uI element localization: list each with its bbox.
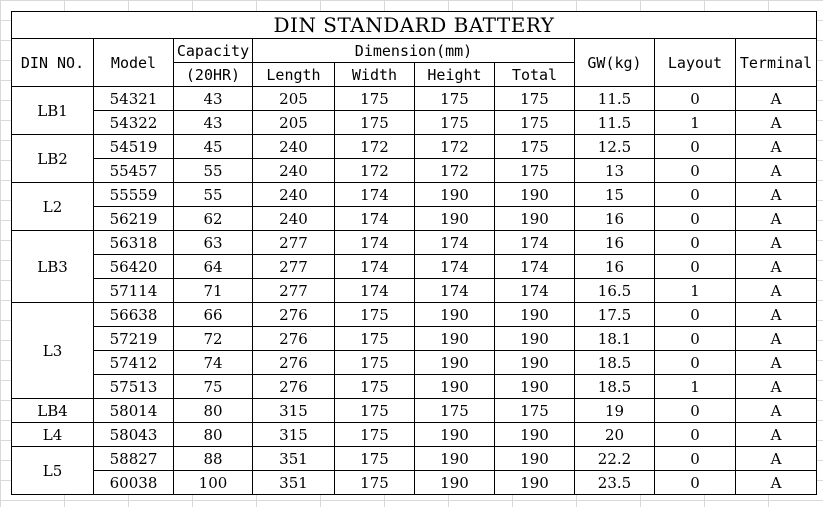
- header-din-no[interactable]: DIN NO.: [12, 39, 94, 87]
- length-cell[interactable]: 240: [253, 159, 335, 183]
- table-row: [12, 327, 817, 351]
- model-cell[interactable]: 56219: [94, 207, 174, 231]
- capacity-cell[interactable]: 62: [174, 207, 253, 231]
- table-row: [12, 279, 817, 303]
- gw-cell[interactable]: 16: [575, 255, 655, 279]
- model-cell[interactable]: 55559: [94, 183, 174, 207]
- table-row: [12, 399, 817, 423]
- capacity-cell[interactable]: 66: [174, 303, 253, 327]
- width-cell[interactable]: 174: [335, 279, 415, 303]
- model-cell[interactable]: 56318: [94, 231, 174, 255]
- header-length[interactable]: Length: [253, 63, 335, 87]
- table-row: [12, 135, 817, 159]
- total-cell[interactable]: 190: [495, 375, 575, 399]
- header-terminal[interactable]: Terminal: [736, 39, 817, 87]
- model-cell[interactable]: 57114: [94, 279, 174, 303]
- terminal-cell[interactable]: A: [736, 135, 817, 159]
- layout-cell[interactable]: 0: [655, 351, 736, 375]
- header-dimension[interactable]: Dimension(mm): [253, 39, 575, 63]
- capacity-cell[interactable]: 64: [174, 255, 253, 279]
- height-cell[interactable]: 172: [415, 159, 495, 183]
- length-cell[interactable]: 315: [253, 399, 335, 423]
- terminal-cell[interactable]: A: [736, 207, 817, 231]
- terminal-cell[interactable]: A: [736, 111, 817, 135]
- width-cell[interactable]: 175: [335, 375, 415, 399]
- layout-cell[interactable]: 0: [655, 255, 736, 279]
- length-cell[interactable]: 240: [253, 207, 335, 231]
- table-row: [12, 183, 817, 207]
- header-width[interactable]: Width: [335, 63, 415, 87]
- height-cell[interactable]: 190: [415, 375, 495, 399]
- total-cell[interactable]: 175: [495, 111, 575, 135]
- height-cell[interactable]: 190: [415, 183, 495, 207]
- table-row: [12, 351, 817, 375]
- din-no-cell[interactable]: L2: [12, 183, 94, 231]
- width-cell[interactable]: 174: [335, 207, 415, 231]
- model-cell[interactable]: 56420: [94, 255, 174, 279]
- model-cell[interactable]: 58827: [94, 447, 174, 471]
- total-cell[interactable]: 174: [495, 255, 575, 279]
- height-cell[interactable]: 190: [415, 303, 495, 327]
- terminal-cell[interactable]: A: [736, 183, 817, 207]
- table-row: [12, 471, 817, 495]
- header-capacity[interactable]: Capacity: [174, 39, 253, 63]
- gw-cell[interactable]: 18.5: [575, 375, 655, 399]
- width-cell[interactable]: 175: [335, 471, 415, 495]
- length-cell[interactable]: 205: [253, 87, 335, 111]
- capacity-cell[interactable]: 55: [174, 159, 253, 183]
- capacity-cell[interactable]: 45: [174, 135, 253, 159]
- length-cell[interactable]: 277: [253, 279, 335, 303]
- gw-cell[interactable]: 11.5: [575, 111, 655, 135]
- total-cell[interactable]: 175: [495, 87, 575, 111]
- model-cell[interactable]: 60038: [94, 471, 174, 495]
- model-cell[interactable]: 57219: [94, 327, 174, 351]
- width-cell[interactable]: 174: [335, 183, 415, 207]
- width-cell[interactable]: 174: [335, 255, 415, 279]
- capacity-cell[interactable]: 63: [174, 231, 253, 255]
- din-battery-table: [11, 11, 817, 495]
- header-gw[interactable]: GW(kg): [575, 39, 655, 87]
- width-cell[interactable]: 172: [335, 159, 415, 183]
- width-cell[interactable]: 175: [335, 423, 415, 447]
- total-cell[interactable]: 190: [495, 327, 575, 351]
- layout-cell[interactable]: 0: [655, 159, 736, 183]
- model-cell[interactable]: 54519: [94, 135, 174, 159]
- layout-cell[interactable]: 0: [655, 327, 736, 351]
- length-cell[interactable]: 351: [253, 471, 335, 495]
- terminal-cell[interactable]: A: [736, 447, 817, 471]
- model-cell[interactable]: 58043: [94, 423, 174, 447]
- gw-cell[interactable]: 23.5: [575, 471, 655, 495]
- height-cell[interactable]: 174: [415, 255, 495, 279]
- terminal-cell[interactable]: A: [736, 159, 817, 183]
- table-row: [12, 207, 817, 231]
- total-cell[interactable]: 190: [495, 423, 575, 447]
- capacity-cell[interactable]: 43: [174, 87, 253, 111]
- total-cell[interactable]: 175: [495, 399, 575, 423]
- model-cell[interactable]: 54322: [94, 111, 174, 135]
- capacity-cell[interactable]: 75: [174, 375, 253, 399]
- total-cell[interactable]: 190: [495, 207, 575, 231]
- capacity-cell[interactable]: 55: [174, 183, 253, 207]
- total-cell[interactable]: 174: [495, 279, 575, 303]
- model-cell[interactable]: 58014: [94, 399, 174, 423]
- length-cell[interactable]: 205: [253, 111, 335, 135]
- layout-cell[interactable]: 0: [655, 423, 736, 447]
- gw-cell[interactable]: 16: [575, 231, 655, 255]
- width-cell[interactable]: 175: [335, 351, 415, 375]
- gw-cell[interactable]: 16.5: [575, 279, 655, 303]
- gw-cell[interactable]: 22.2: [575, 447, 655, 471]
- total-cell[interactable]: 190: [495, 303, 575, 327]
- height-cell[interactable]: 190: [415, 351, 495, 375]
- terminal-cell[interactable]: A: [736, 87, 817, 111]
- length-cell[interactable]: 276: [253, 303, 335, 327]
- width-cell[interactable]: 175: [335, 87, 415, 111]
- table-row: [12, 255, 817, 279]
- layout-cell[interactable]: 0: [655, 447, 736, 471]
- width-cell[interactable]: 175: [335, 447, 415, 471]
- capacity-cell[interactable]: 43: [174, 111, 253, 135]
- table-row: [12, 375, 817, 399]
- din-no-cell[interactable]: LB1: [12, 87, 94, 135]
- din-no-cell[interactable]: L3: [12, 303, 94, 399]
- width-cell[interactable]: 175: [335, 303, 415, 327]
- height-cell[interactable]: 175: [415, 87, 495, 111]
- length-cell[interactable]: 240: [253, 183, 335, 207]
- total-cell[interactable]: 190: [495, 447, 575, 471]
- width-cell[interactable]: 175: [335, 111, 415, 135]
- header-model[interactable]: Model: [94, 39, 174, 87]
- model-cell[interactable]: 57513: [94, 375, 174, 399]
- header-height[interactable]: Height: [415, 63, 495, 87]
- din-no-cell[interactable]: LB4: [12, 399, 94, 423]
- gw-cell[interactable]: 13: [575, 159, 655, 183]
- layout-cell[interactable]: 0: [655, 471, 736, 495]
- header-capacity-sub[interactable]: (20HR): [174, 63, 253, 87]
- width-cell[interactable]: 172: [335, 135, 415, 159]
- length-cell[interactable]: 315: [253, 423, 335, 447]
- total-cell[interactable]: 175: [495, 159, 575, 183]
- capacity-cell[interactable]: 74: [174, 351, 253, 375]
- layout-cell[interactable]: 0: [655, 207, 736, 231]
- height-cell[interactable]: 190: [415, 423, 495, 447]
- layout-cell[interactable]: 1: [655, 279, 736, 303]
- gw-cell[interactable]: 20: [575, 423, 655, 447]
- model-cell[interactable]: 55457: [94, 159, 174, 183]
- total-cell[interactable]: 190: [495, 471, 575, 495]
- terminal-cell[interactable]: A: [736, 471, 817, 495]
- length-cell[interactable]: 277: [253, 231, 335, 255]
- height-cell[interactable]: 190: [415, 447, 495, 471]
- length-cell[interactable]: 276: [253, 351, 335, 375]
- terminal-cell[interactable]: A: [736, 303, 817, 327]
- height-cell[interactable]: 190: [415, 327, 495, 351]
- height-cell[interactable]: 190: [415, 207, 495, 231]
- gw-cell[interactable]: 16: [575, 207, 655, 231]
- terminal-cell[interactable]: A: [736, 255, 817, 279]
- header-total[interactable]: Total: [495, 63, 575, 87]
- layout-cell[interactable]: 0: [655, 399, 736, 423]
- header-row-1: [12, 39, 817, 63]
- table-row: [12, 303, 817, 327]
- height-cell[interactable]: 172: [415, 135, 495, 159]
- layout-cell[interactable]: 0: [655, 183, 736, 207]
- gw-cell[interactable]: 18.5: [575, 351, 655, 375]
- terminal-cell[interactable]: A: [736, 231, 817, 255]
- total-cell[interactable]: 175: [495, 135, 575, 159]
- layout-cell[interactable]: 0: [655, 231, 736, 255]
- layout-cell[interactable]: 0: [655, 87, 736, 111]
- title-row: [12, 12, 817, 39]
- capacity-cell[interactable]: 80: [174, 399, 253, 423]
- length-cell[interactable]: 240: [253, 135, 335, 159]
- table-row: [12, 447, 817, 471]
- table-title[interactable]: DIN STANDARD BATTERY: [12, 12, 817, 39]
- gw-cell[interactable]: 17.5: [575, 303, 655, 327]
- capacity-cell[interactable]: 72: [174, 327, 253, 351]
- table-row: [12, 111, 817, 135]
- length-cell[interactable]: 277: [253, 255, 335, 279]
- width-cell[interactable]: 175: [335, 399, 415, 423]
- terminal-cell[interactable]: A: [736, 327, 817, 351]
- height-cell[interactable]: 174: [415, 279, 495, 303]
- capacity-cell[interactable]: 80: [174, 423, 253, 447]
- table-row: [12, 231, 817, 255]
- gw-cell[interactable]: 15: [575, 183, 655, 207]
- layout-cell[interactable]: 0: [655, 303, 736, 327]
- table-row: [12, 423, 817, 447]
- table-row: [12, 87, 817, 111]
- height-cell[interactable]: 190: [415, 471, 495, 495]
- capacity-cell[interactable]: 100: [174, 471, 253, 495]
- terminal-cell[interactable]: A: [736, 351, 817, 375]
- layout-cell[interactable]: 1: [655, 375, 736, 399]
- height-cell[interactable]: 174: [415, 231, 495, 255]
- length-cell[interactable]: 351: [253, 447, 335, 471]
- length-cell[interactable]: 276: [253, 375, 335, 399]
- header-layout[interactable]: Layout: [655, 39, 736, 87]
- gw-cell[interactable]: 11.5: [575, 87, 655, 111]
- total-cell[interactable]: 190: [495, 183, 575, 207]
- terminal-cell[interactable]: A: [736, 279, 817, 303]
- capacity-cell[interactable]: 71: [174, 279, 253, 303]
- table-row: [12, 159, 817, 183]
- total-cell[interactable]: 174: [495, 231, 575, 255]
- gw-cell[interactable]: 18.1: [575, 327, 655, 351]
- length-cell[interactable]: 276: [253, 327, 335, 351]
- din-no-cell[interactable]: L5: [12, 447, 94, 495]
- din-no-cell[interactable]: LB3: [12, 231, 94, 303]
- model-cell[interactable]: 56638: [94, 303, 174, 327]
- gw-cell[interactable]: 19: [575, 399, 655, 423]
- height-cell[interactable]: 175: [415, 111, 495, 135]
- model-cell[interactable]: 57412: [94, 351, 174, 375]
- din-no-cell[interactable]: L4: [12, 423, 94, 447]
- layout-cell[interactable]: 0: [655, 135, 736, 159]
- din-no-cell[interactable]: LB2: [12, 135, 94, 183]
- capacity-cell[interactable]: 88: [174, 447, 253, 471]
- width-cell[interactable]: 175: [335, 327, 415, 351]
- total-cell[interactable]: 190: [495, 351, 575, 375]
- width-cell[interactable]: 174: [335, 231, 415, 255]
- gw-cell[interactable]: 12.5: [575, 135, 655, 159]
- model-cell[interactable]: 54321: [94, 87, 174, 111]
- layout-cell[interactable]: 1: [655, 111, 736, 135]
- terminal-cell[interactable]: A: [736, 375, 817, 399]
- terminal-cell[interactable]: A: [736, 399, 817, 423]
- height-cell[interactable]: 175: [415, 399, 495, 423]
- terminal-cell[interactable]: A: [736, 423, 817, 447]
